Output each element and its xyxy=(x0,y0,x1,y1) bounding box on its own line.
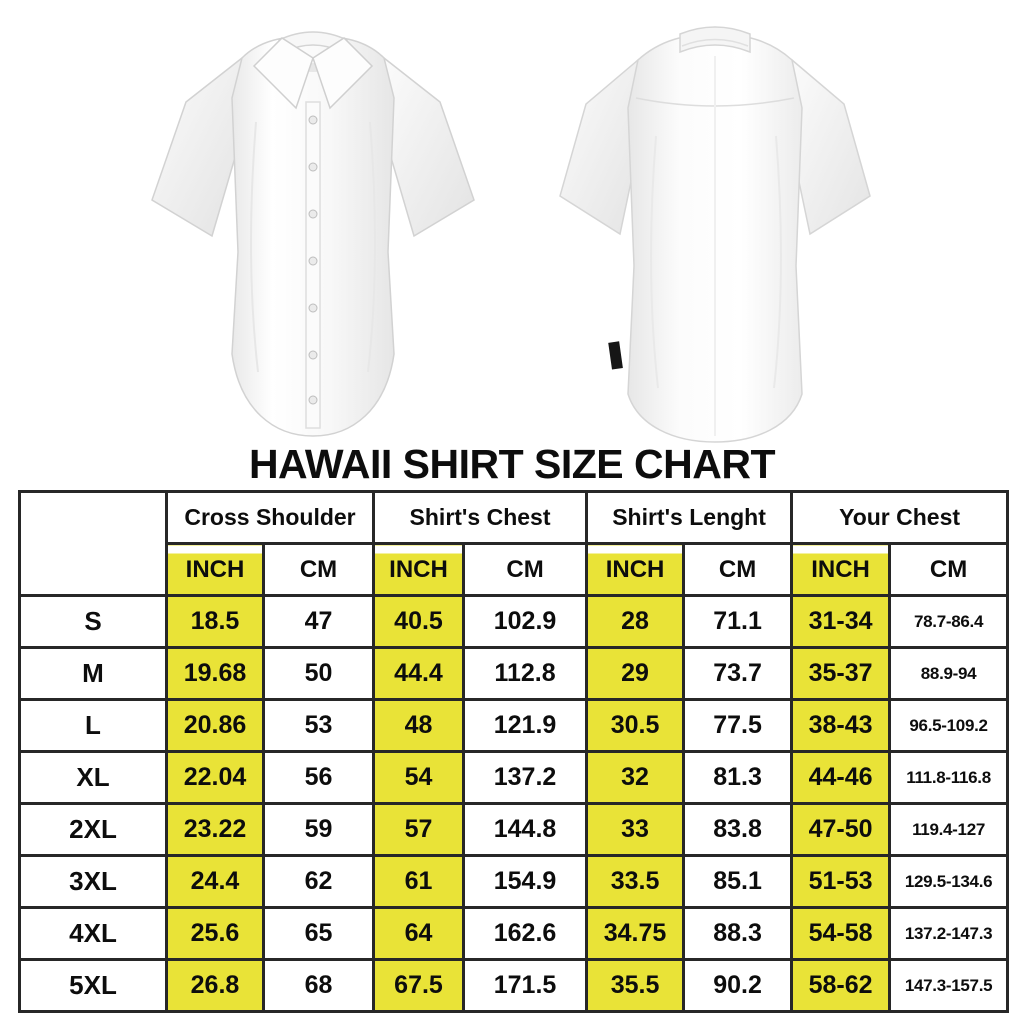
table-row-xl xyxy=(20,752,1008,804)
cell-cross-shoulder-cm: 47 xyxy=(264,596,374,648)
cell-your-chest-inch: 58-62 xyxy=(792,960,890,1012)
cell-shirts-length-cm: 83.8 xyxy=(684,804,792,856)
cell-shirts-chest-inch: 67.5 xyxy=(374,960,464,1012)
unit-header-cm: CM xyxy=(890,544,1008,596)
cell-cross-shoulder-inch: 22.04 xyxy=(167,752,264,804)
corner-cell xyxy=(20,492,167,596)
size-label: 3XL xyxy=(20,856,167,908)
size-label: M xyxy=(20,648,167,700)
cell-shirts-length-cm: 88.3 xyxy=(684,908,792,960)
shirt-front-image xyxy=(136,2,490,444)
cell-your-chest-inch: 54-58 xyxy=(792,908,890,960)
column-group-shirts-length: Shirt's Lenght xyxy=(587,492,792,544)
table-row-m xyxy=(20,648,1008,700)
unit-header-inch: INCH xyxy=(587,544,684,596)
cell-your-chest-inch: 31-34 xyxy=(792,596,890,648)
cell-cross-shoulder-cm: 53 xyxy=(264,700,374,752)
unit-header-cm: CM xyxy=(684,544,792,596)
table-row-4xl xyxy=(20,908,1008,960)
cell-shirts-length-cm: 77.5 xyxy=(684,700,792,752)
column-group-shirts-chest: Shirt's Chest xyxy=(374,492,587,544)
cell-shirts-chest-cm: 121.9 xyxy=(464,700,587,752)
unit-header-row xyxy=(20,544,1008,596)
cell-shirts-length-cm: 90.2 xyxy=(684,960,792,1012)
cell-shirts-chest-inch: 57 xyxy=(374,804,464,856)
cell-your-chest-cm: 88.9-94 xyxy=(890,648,1008,700)
cell-your-chest-inch: 35-37 xyxy=(792,648,890,700)
table-row-l xyxy=(20,700,1008,752)
cell-shirts-length-cm: 71.1 xyxy=(684,596,792,648)
cell-your-chest-cm: 129.5-134.6 xyxy=(890,856,1008,908)
cell-cross-shoulder-cm: 59 xyxy=(264,804,374,856)
size-label: XL xyxy=(20,752,167,804)
size-label: S xyxy=(20,596,167,648)
cell-cross-shoulder-inch: 26.8 xyxy=(167,960,264,1012)
cell-shirts-chest-cm: 162.6 xyxy=(464,908,587,960)
cell-shirts-chest-inch: 64 xyxy=(374,908,464,960)
cell-shirts-chest-cm: 171.5 xyxy=(464,960,587,1012)
cell-shirts-length-inch: 33.5 xyxy=(587,856,684,908)
cell-shirts-chest-cm: 112.8 xyxy=(464,648,587,700)
page-title: HAWAII SHIRT SIZE CHART xyxy=(248,441,776,487)
column-group-cross-shoulder: Cross Shoulder xyxy=(167,492,374,544)
cell-shirts-chest-cm: 137.2 xyxy=(464,752,587,804)
cell-shirts-length-inch: 32 xyxy=(587,752,684,804)
cell-your-chest-cm: 137.2-147.3 xyxy=(890,908,1008,960)
size-label: 5XL xyxy=(20,960,167,1012)
cell-your-chest-cm: 147.3-157.5 xyxy=(890,960,1008,1012)
table-row-2xl xyxy=(20,804,1008,856)
cell-shirts-length-cm: 73.7 xyxy=(684,648,792,700)
shirt-back-image xyxy=(540,6,890,446)
cell-shirts-length-inch: 29 xyxy=(587,648,684,700)
cell-cross-shoulder-cm: 50 xyxy=(264,648,374,700)
cell-shirts-chest-cm: 102.9 xyxy=(464,596,587,648)
size-label: 2XL xyxy=(20,804,167,856)
table-row-5xl xyxy=(20,960,1008,1012)
cell-cross-shoulder-inch: 18.5 xyxy=(167,596,264,648)
cell-shirts-length-inch: 35.5 xyxy=(587,960,684,1012)
size-chart-table xyxy=(18,490,1009,1013)
unit-header-inch: INCH xyxy=(167,544,264,596)
shirt-front-placket-buttons xyxy=(306,102,320,428)
unit-header-cm: CM xyxy=(464,544,587,596)
cell-your-chest-cm: 96.5-109.2 xyxy=(890,700,1008,752)
unit-header-inch: INCH xyxy=(792,544,890,596)
cell-shirts-chest-inch: 48 xyxy=(374,700,464,752)
cell-shirts-chest-inch: 54 xyxy=(374,752,464,804)
shirt-back-body xyxy=(628,34,802,442)
cell-your-chest-inch: 51-53 xyxy=(792,856,890,908)
cell-your-chest-inch: 44-46 xyxy=(792,752,890,804)
column-group-your-chest: Your Chest xyxy=(792,492,1008,544)
table-row-s xyxy=(20,596,1008,648)
cell-your-chest-cm: 119.4-127 xyxy=(890,804,1008,856)
cell-shirts-chest-inch: 40.5 xyxy=(374,596,464,648)
cell-shirts-length-inch: 34.75 xyxy=(587,908,684,960)
cell-shirts-chest-inch: 61 xyxy=(374,856,464,908)
cell-your-chest-cm: 78.7-86.4 xyxy=(890,596,1008,648)
cell-cross-shoulder-inch: 24.4 xyxy=(167,856,264,908)
cell-cross-shoulder-inch: 25.6 xyxy=(167,908,264,960)
table-row-3xl xyxy=(20,856,1008,908)
group-header-row xyxy=(20,492,1008,544)
cell-shirts-length-inch: 30.5 xyxy=(587,700,684,752)
cell-cross-shoulder-cm: 68 xyxy=(264,960,374,1012)
size-label: L xyxy=(20,700,167,752)
cell-shirts-chest-cm: 144.8 xyxy=(464,804,587,856)
size-label: 4XL xyxy=(20,908,167,960)
cell-shirts-length-inch: 28 xyxy=(587,596,684,648)
cell-cross-shoulder-cm: 56 xyxy=(264,752,374,804)
cell-shirts-length-inch: 33 xyxy=(587,804,684,856)
cell-cross-shoulder-inch: 19.68 xyxy=(167,648,264,700)
shirt-back-hem-tag xyxy=(608,341,623,369)
cell-shirts-length-cm: 85.1 xyxy=(684,856,792,908)
unit-header-inch: INCH xyxy=(374,544,464,596)
cell-shirts-chest-inch: 44.4 xyxy=(374,648,464,700)
cell-shirts-length-cm: 81.3 xyxy=(684,752,792,804)
unit-header-cm: CM xyxy=(264,544,374,596)
cell-cross-shoulder-cm: 62 xyxy=(264,856,374,908)
cell-your-chest-cm: 111.8-116.8 xyxy=(890,752,1008,804)
cell-your-chest-inch: 38-43 xyxy=(792,700,890,752)
cell-cross-shoulder-cm: 65 xyxy=(264,908,374,960)
cell-cross-shoulder-inch: 23.22 xyxy=(167,804,264,856)
cell-your-chest-inch: 47-50 xyxy=(792,804,890,856)
cell-cross-shoulder-inch: 20.86 xyxy=(167,700,264,752)
cell-shirts-chest-cm: 154.9 xyxy=(464,856,587,908)
